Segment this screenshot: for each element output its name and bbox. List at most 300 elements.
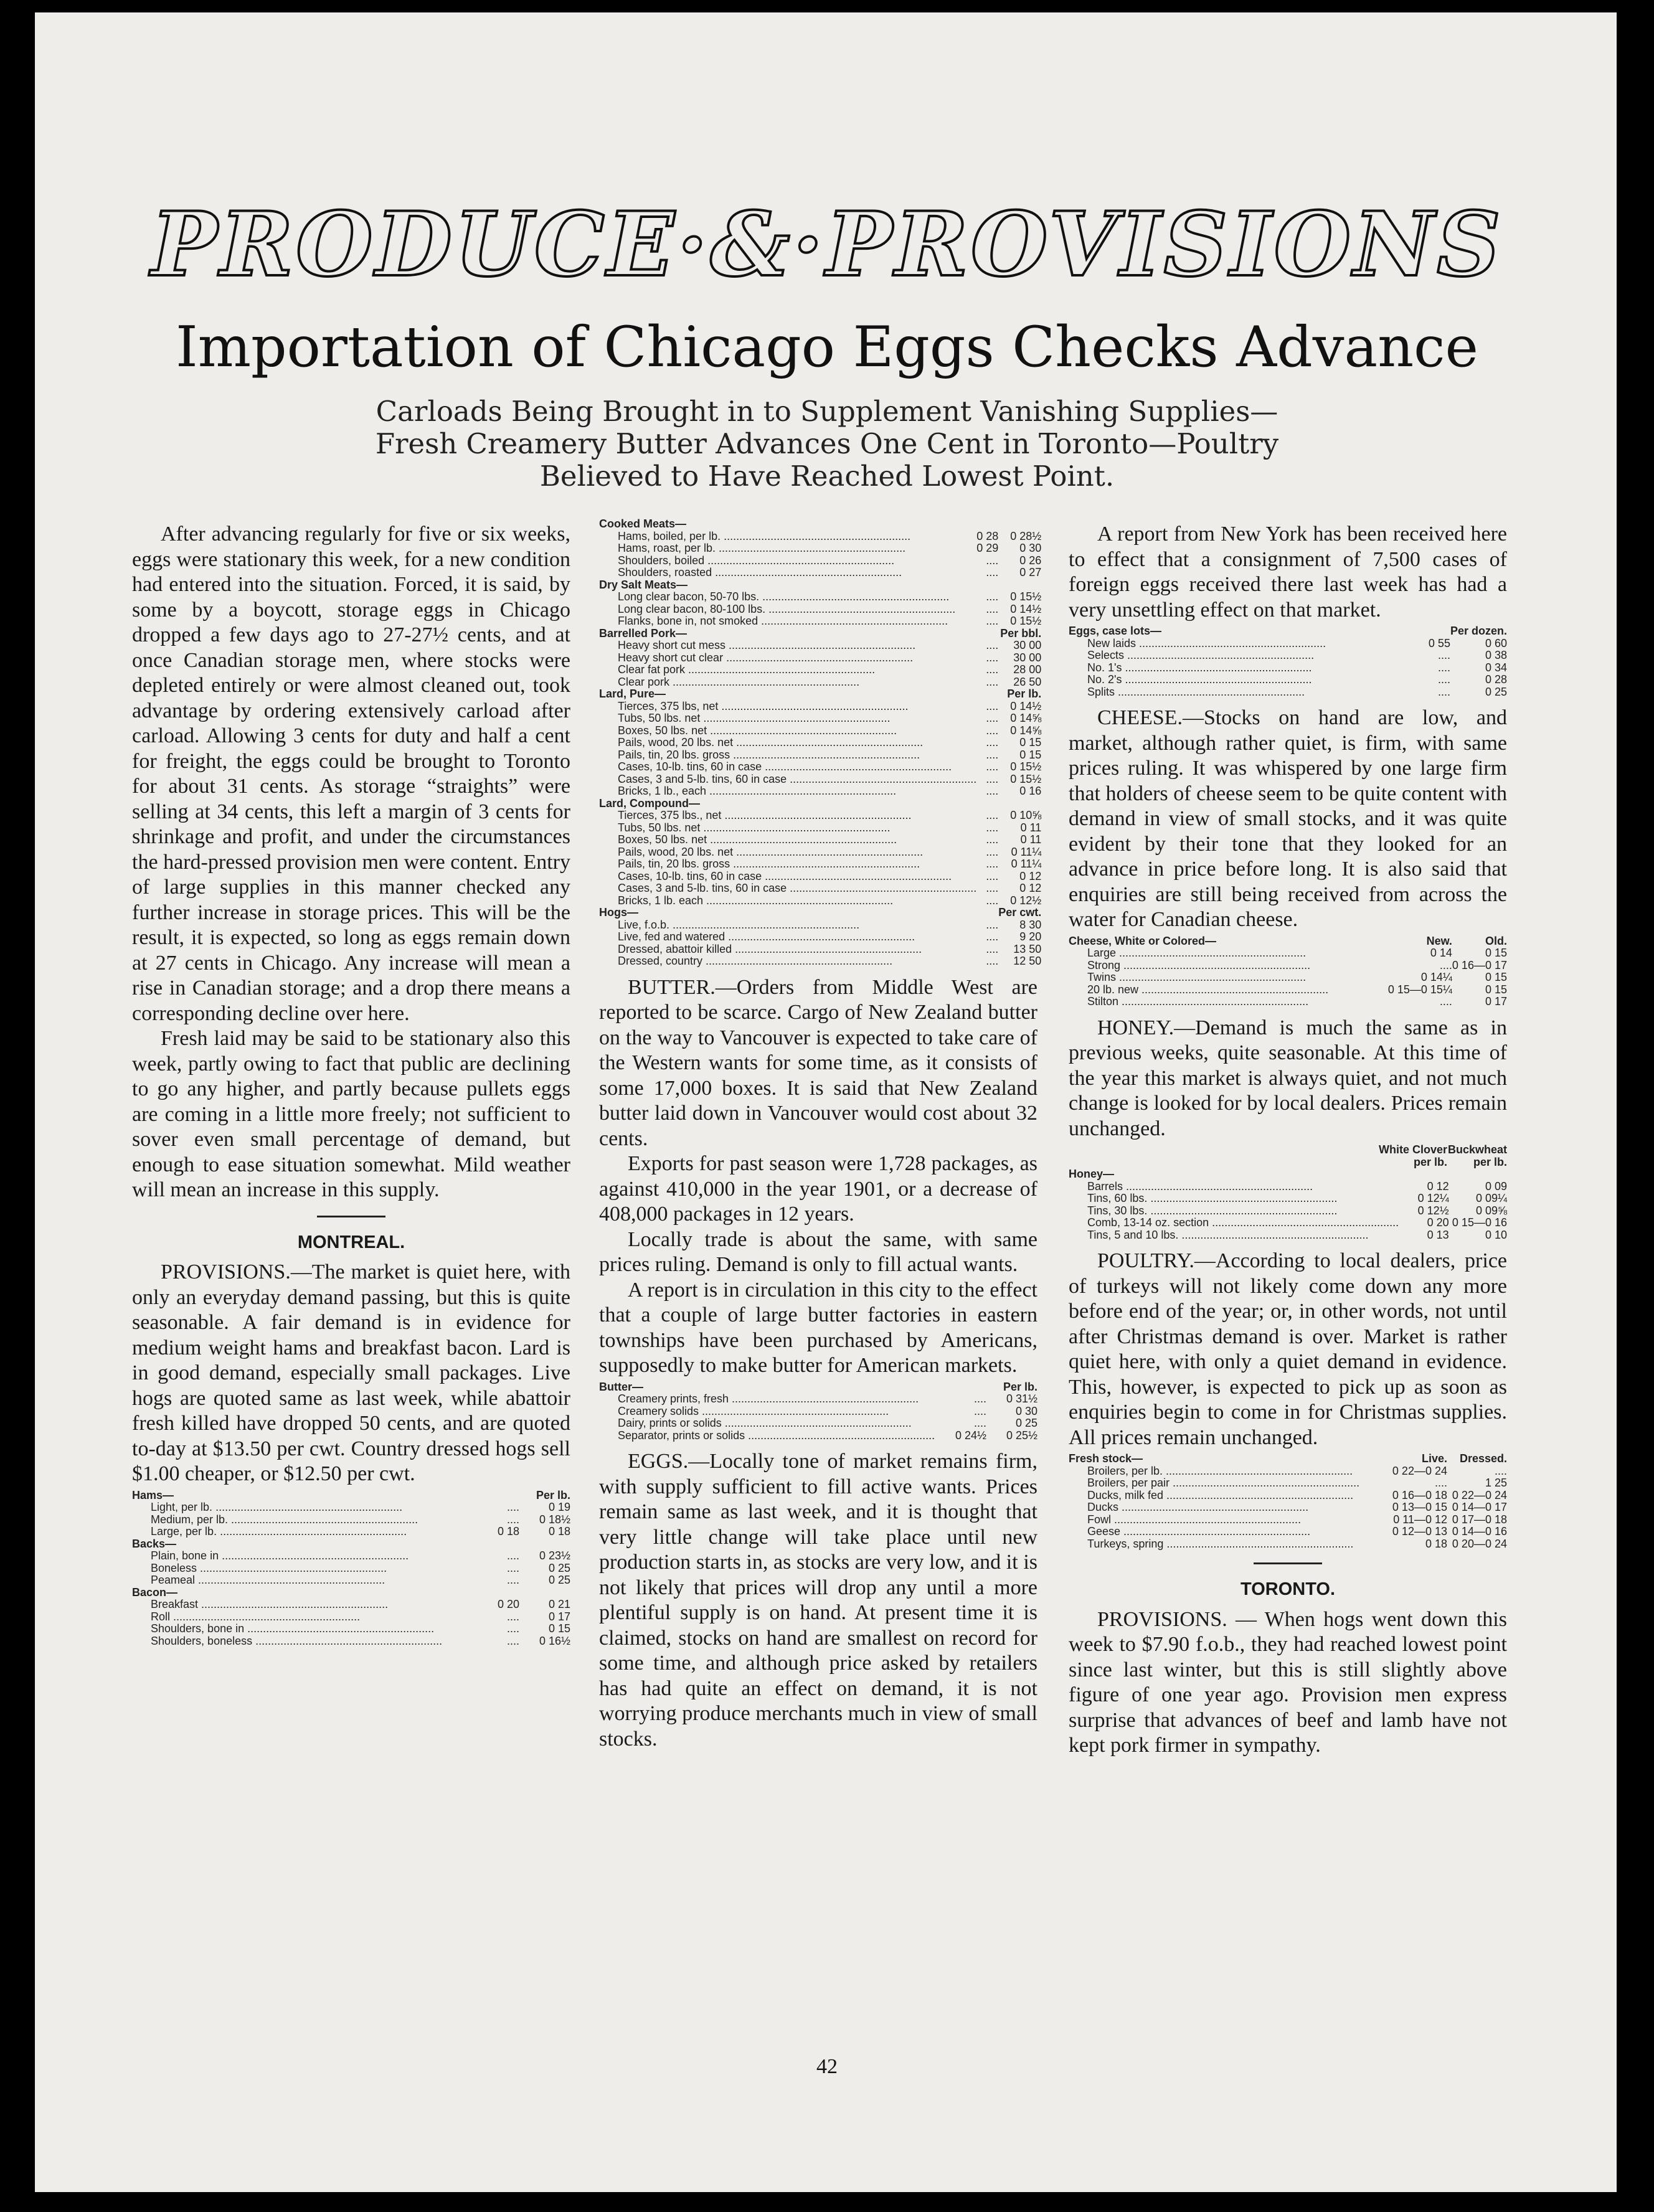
row-label: Cheese, White or Colored— xyxy=(1069,935,1217,947)
price-high xyxy=(998,579,1041,592)
price-high: 0 18 xyxy=(548,1525,570,1538)
price-high: Per lb. xyxy=(1003,1380,1037,1393)
poultry-price-table xyxy=(1069,1453,1507,1550)
price-low: 0 14¼ xyxy=(1420,971,1452,983)
price-low: .... xyxy=(986,748,999,761)
price-low: New. xyxy=(1426,934,1452,947)
price-high: 0 15½ xyxy=(1010,615,1042,627)
price-low: .... xyxy=(986,566,999,579)
table-group-row xyxy=(599,688,1041,701)
table-row xyxy=(599,919,1041,932)
row-label: Shoulders, roasted ............................................................ xyxy=(618,567,902,579)
price-high: 9 20 xyxy=(1019,930,1042,943)
table-row xyxy=(1069,1217,1507,1229)
table-row xyxy=(599,895,1041,907)
price-high: 0 25 xyxy=(548,1561,570,1574)
price-high: 0 25 xyxy=(1485,685,1507,698)
price-low: .... xyxy=(1437,673,1450,686)
price-high xyxy=(1449,1168,1507,1181)
table-row xyxy=(599,1406,1037,1418)
row-label: Bricks, 1 lb., each ............................................................ xyxy=(618,785,897,797)
price-low xyxy=(482,1587,519,1599)
price-low: 0 11—0 12 xyxy=(1393,1513,1447,1526)
table-group-row xyxy=(599,628,1041,640)
price-high: 0 25 xyxy=(1015,1417,1037,1429)
table-row xyxy=(599,931,1041,943)
price-low: 0 13 xyxy=(1427,1228,1449,1241)
price-low: .... xyxy=(973,1417,986,1429)
row-label: Ducks, milk fed ............................................................ xyxy=(1087,1489,1354,1501)
table-row xyxy=(132,1562,570,1575)
table-row xyxy=(132,1514,570,1526)
row-label: Broilers, per lb. ............................................................ xyxy=(1087,1465,1353,1477)
table-row xyxy=(599,749,1041,762)
honey-col-subhead: per lb. xyxy=(1413,1155,1447,1168)
row-label: Geese ............................................................ xyxy=(1087,1526,1311,1538)
price-high: 0 16—0 17 xyxy=(1452,958,1507,971)
honey-price-table-header xyxy=(1069,1144,1507,1168)
row-label: Long clear bacon, 50-70 lbs. ............................................................ xyxy=(618,591,950,603)
row-label: Broilers, per pair ............................................................ xyxy=(1087,1477,1360,1489)
article-subtitle xyxy=(311,395,1343,493)
price-high: 28 00 xyxy=(1013,663,1042,676)
price-high: 0 14½ xyxy=(1010,602,1042,615)
price-high: Per cwt. xyxy=(998,906,1042,919)
table-row xyxy=(1069,686,1507,699)
row-label: Cooked Meats— xyxy=(599,518,687,530)
price-low: 0 16—0 18 xyxy=(1392,1488,1447,1501)
price-low: .... xyxy=(986,858,999,870)
price-high: 0 09⅝ xyxy=(1475,1204,1507,1217)
section-heading: PRODUCE·&·PROVISIONS xyxy=(151,193,1503,296)
price-high: 0 11 xyxy=(1020,821,1042,834)
row-label: Heavy short cut clear ............................................................ xyxy=(618,651,914,664)
row-label: Plain, bone in ............................................................ xyxy=(151,1550,409,1562)
price-high: .... xyxy=(1494,1464,1507,1477)
row-label: Honey— xyxy=(1069,1168,1115,1180)
honey-col-head: White Clover xyxy=(1378,1143,1447,1156)
price-high: 0 26 xyxy=(1019,554,1042,567)
row-label: Ducks ............................................................ xyxy=(1087,1501,1309,1513)
row-label: Boneless ............................................................ xyxy=(151,1562,387,1574)
table-row xyxy=(599,785,1041,798)
price-high: 0 15 xyxy=(1485,983,1507,996)
price-low: 0 12½ xyxy=(1417,1204,1449,1217)
table-row xyxy=(599,810,1041,822)
row-label: Lard, Pure— xyxy=(599,688,666,700)
price-low: 0 18 xyxy=(497,1525,519,1538)
row-label: Pails, tin, 20 lbs. gross ............................................................ xyxy=(618,749,920,761)
row-label: Tins, 30 lbs. ............................................................ xyxy=(1087,1204,1338,1217)
row-label: Creamery prints, fresh ............................................................ xyxy=(618,1393,919,1405)
table-row xyxy=(1069,662,1507,674)
row-label: Dressed, abattoir killed ............................................................ xyxy=(618,943,922,955)
price-low: .... xyxy=(986,785,999,797)
price-high: 0 20—0 24 xyxy=(1452,1537,1507,1550)
subtitle-line: Believed to Have Reached Lowest Point. xyxy=(539,460,1115,493)
row-label: Splits ............................................................ xyxy=(1087,686,1305,698)
price-low: .... xyxy=(986,663,999,676)
price-high: 0 11 xyxy=(1020,833,1042,846)
price-high: 0 38 xyxy=(1485,649,1507,661)
row-label: Barrels ............................................................ xyxy=(1087,1180,1313,1193)
table-row xyxy=(1069,1477,1507,1490)
table-row xyxy=(599,1430,1037,1442)
price-low: .... xyxy=(506,1561,519,1574)
price-low: 0 12¼ xyxy=(1417,1192,1449,1204)
table-row xyxy=(1069,650,1507,662)
table-row xyxy=(599,955,1041,968)
row-label: Boxes, 50 lbs. net ............................................................ xyxy=(618,834,897,846)
price-low xyxy=(1413,625,1450,638)
price-high: 0 25½ xyxy=(1006,1429,1037,1442)
table-group-row xyxy=(599,579,1041,592)
row-label: Cases, 3 and 5-lb. tins, 60 in case ............................................................ xyxy=(618,773,977,785)
table-row xyxy=(599,567,1041,579)
row-label: Selects ............................................................ xyxy=(1087,650,1315,661)
price-high: 30 00 xyxy=(1013,651,1042,664)
table-row xyxy=(132,1635,570,1648)
price-low: 0 14 xyxy=(1430,947,1452,959)
table-group-row xyxy=(132,1538,570,1551)
paragraph: CHEESE.—Stocks on hand are low, and market, although rather quiet, is firm, with same prices ruling. It was whispered by one large firm that holders of cheese seem to be quite content with demand in view of small stocks, and it was quite evident by their tone that they looked for an advance in price before long. It is also said that enquiries are still being received from across the water for Canadian cheese. xyxy=(1069,706,1507,931)
row-label: Hams, roast, per lb. ............................................................ xyxy=(618,542,906,554)
table-row xyxy=(1069,1181,1507,1193)
table-row xyxy=(599,701,1041,713)
price-low: .... xyxy=(986,699,999,712)
row-label: Creamery solids ............................................................ xyxy=(618,1405,889,1417)
paragraph: Fresh laid may be said to be stationary also this week, partly owing to fact that public are declining to go any higher, and partly because pullets eggs are coming in a little more freely; not sufficient to sover even small percentage of demand, but enough to ease situation somewhat. Mild weather will mean an increase in this supply. xyxy=(132,1027,570,1201)
price-high: 0 11¼ xyxy=(1011,845,1042,858)
price-high: 0 14—0 16 xyxy=(1452,1525,1507,1538)
row-label: Fresh stock— xyxy=(1069,1453,1143,1465)
table-row xyxy=(132,1611,570,1624)
price-low: .... xyxy=(506,1513,519,1526)
article-title: Importation of Chicago Eggs Checks Advance xyxy=(176,314,1478,380)
table-group-row xyxy=(599,798,1041,810)
row-label: Strong ............................................................ xyxy=(1087,959,1311,971)
paragraph: EGGS.—Locally tone of market remains firm, with supply sufficient to fill active wants. Prices remain same as last week, and it is thought that very little change will take place until new production starts in, as stocks are very low, and it is not likely that prices will drop any until a more plentiful supply is on hand. At present time it is claimed, stocks on hand are smallest on record for some time, and although price asked by retailers has had quite an effect on demand, it is not worrying produce merchants much in view of small stocks. xyxy=(599,1450,1037,1751)
price-high: 0 17 xyxy=(548,1610,570,1623)
price-low: .... xyxy=(986,772,999,785)
price-low: .... xyxy=(973,1404,986,1417)
price-high xyxy=(519,1587,570,1599)
price-low: .... xyxy=(986,736,999,749)
table-group-row xyxy=(132,1587,570,1599)
cheese-price-table xyxy=(1069,935,1507,1008)
toronto-heading: TORONTO. xyxy=(1240,1579,1335,1599)
price-high: 0 14½ xyxy=(1010,699,1042,712)
table-row xyxy=(599,712,1041,725)
price-low: .... xyxy=(986,675,999,688)
price-high xyxy=(998,518,1041,531)
price-high: 0 30 xyxy=(1015,1404,1037,1417)
table-row xyxy=(599,542,1041,555)
eggs-price-table xyxy=(1069,625,1507,698)
price-high: 0 25 xyxy=(548,1574,570,1586)
table-row xyxy=(599,943,1041,956)
price-high: 12 50 xyxy=(1013,955,1042,967)
price-low: .... xyxy=(506,1622,519,1635)
price-low: 0 20 xyxy=(497,1598,519,1610)
table-group-row xyxy=(1069,935,1507,948)
row-label: Flanks, bone in, not smoked ............................................................ xyxy=(618,615,948,627)
price-low: .... xyxy=(1437,649,1450,661)
paragraph: HONEY.—Demand is much the same as in previous weeks, quite seasonable. At this time of the year this market is always quiet, and not much change is looked for by local dealers. Prices remain unchanged. xyxy=(1069,1016,1507,1140)
table-row xyxy=(599,737,1041,749)
price-high: 0 15 xyxy=(1485,971,1507,983)
meats-price-table xyxy=(599,518,1041,968)
row-label: Dairy, prints or solids ............................................................ xyxy=(618,1417,912,1429)
section-divider xyxy=(1254,1562,1322,1564)
row-label: Butter— xyxy=(599,1381,643,1393)
subtitle-line: Carloads Being Brought in to Supplement Vanishing Supplies— xyxy=(376,395,1278,428)
price-low: .... xyxy=(986,869,999,882)
price-high: 0 21 xyxy=(548,1598,570,1610)
row-label: Tins, 5 and 10 lbs. ............................................................ xyxy=(1087,1229,1369,1241)
row-label: Boxes, 50 lbs. net ............................................................ xyxy=(618,724,897,737)
price-high: 0 10⅝ xyxy=(1010,809,1042,821)
price-low: .... xyxy=(986,615,999,627)
price-high: Per dozen. xyxy=(1450,625,1507,637)
page-number: 42 xyxy=(816,2055,838,2078)
row-label: Cases, 3 and 5-lb. tins, 60 in case ............................................................ xyxy=(618,882,977,894)
row-label: Large ............................................................ xyxy=(1087,947,1307,959)
table-row xyxy=(599,1393,1037,1406)
row-label: 20 lb. new ............................................................ xyxy=(1087,983,1329,996)
paragraph: After advancing regularly for five or six weeks, eggs were stationary this week, for a new condition had entered into the situation. Forced, it is said, by some by a boycott, storage eggs in Chicago dropped a few days ago to 27-27½ cents, and at once Canadian storage men, where stocks were depleted entirely or were almost cleaned out, took advantage by ordering extensively carload after carload. Allowing 3 cents for duty and half a cent for freight, the eggs could be brought to Toronto for about 31 cents. As storage “straights” were selling at 34 cents, this left a margin of 3 cents for shrinkage and profit, and under the circumstances the hard-pressed provision men were content. Entry of large supplies in this manner checked any further increase in storage prices. This will be the result, it is expected, so long as eggs remain down at 27 cents in Chicago. Any increase will mean a rise in Canadian storage; and a drop there means a corresponding decline over here. xyxy=(132,522,570,1025)
price-low: .... xyxy=(986,894,999,907)
price-low: Live. xyxy=(1421,1452,1447,1465)
table-row xyxy=(599,1417,1037,1430)
montreal-heading: MONTREAL. xyxy=(297,1232,405,1252)
table-row xyxy=(1069,1526,1507,1538)
price-high: 0 12½ xyxy=(1010,894,1042,907)
row-label: Light, per lb. ............................................................ xyxy=(151,1501,403,1513)
price-low: 0 13—0 15 xyxy=(1392,1501,1447,1513)
price-low: .... xyxy=(986,930,999,943)
price-high: 0 09¼ xyxy=(1475,1192,1507,1204)
price-high: 0 16 xyxy=(1019,785,1042,797)
row-label: Dry Salt Meats— xyxy=(599,579,688,591)
price-low: 0 15—0 15¼ xyxy=(1387,983,1452,996)
table-row xyxy=(599,846,1041,859)
price-high: 0 34 xyxy=(1485,661,1507,674)
price-high: 0 14⅝ xyxy=(1010,724,1042,737)
table-row xyxy=(599,591,1041,603)
price-high: 0 28½ xyxy=(1010,529,1042,542)
price-low xyxy=(482,1490,519,1502)
price-low: .... xyxy=(506,1634,519,1647)
price-high: 0 30 xyxy=(1019,542,1042,554)
table-group-row xyxy=(1069,1168,1507,1181)
price-low xyxy=(482,1538,519,1551)
row-label: Stilton ............................................................ xyxy=(1087,996,1309,1008)
table-row xyxy=(1069,1514,1507,1526)
table-row xyxy=(599,615,1041,628)
row-label: No. 1's ............................................................ xyxy=(1087,661,1312,674)
price-low: 0 18 xyxy=(1425,1537,1447,1550)
price-low: .... xyxy=(506,1610,519,1623)
price-low xyxy=(976,688,998,701)
price-low: .... xyxy=(973,1392,986,1405)
price-low xyxy=(949,1381,986,1394)
row-label: Shoulders, boneless ............................................................ xyxy=(151,1635,443,1647)
price-low: .... xyxy=(986,554,999,567)
price-high: Per lb. xyxy=(536,1488,570,1501)
price-high: 0 28 xyxy=(1485,673,1507,686)
table-row xyxy=(1069,971,1507,984)
price-low: .... xyxy=(986,955,999,967)
price-high: 0 15—0 16 xyxy=(1452,1216,1507,1229)
price-low: .... xyxy=(986,602,999,615)
table-row xyxy=(599,555,1041,567)
price-low: .... xyxy=(986,712,999,724)
price-high: 0 15½ xyxy=(1010,772,1042,785)
honey-col-subhead: per lb. xyxy=(1473,1155,1507,1168)
price-high: 0 15½ xyxy=(1010,590,1042,603)
table-row xyxy=(1069,1501,1507,1514)
column-right xyxy=(1069,522,1507,1759)
column-middle xyxy=(599,516,1042,1752)
row-label: Tierces, 375 lbs, net ............................................................ xyxy=(618,700,909,712)
row-label: Barrelled Pork— xyxy=(599,627,688,640)
paragraph: PROVISIONS. — When hogs went down this week to $7.90 f.o.b., they had reached lowest point since last winter, but this is still slightly above figure of one year ago. Provision men express surprise that advances of beef and lamb have not kept pork firmer in sympathy. xyxy=(1069,1607,1507,1757)
row-label: Pails, tin, 20 lbs. gross ............................................................ xyxy=(618,858,920,870)
price-low xyxy=(1399,1168,1449,1181)
price-low xyxy=(976,579,998,592)
table-row xyxy=(132,1501,570,1514)
price-high: 0 17 xyxy=(1485,995,1507,1008)
price-high: 0 15 xyxy=(548,1622,570,1635)
price-high: 0 09 xyxy=(1485,1179,1507,1193)
price-low: 0 55 xyxy=(1428,636,1450,650)
paragraph: A report from New York has been received here to effect that a consignment of 7,500 cases of foreign eggs received there last week has had a very unsettling effect on that market. xyxy=(1069,522,1507,622)
table-row xyxy=(132,1599,570,1611)
table-row xyxy=(599,871,1041,883)
price-low: .... xyxy=(986,942,999,955)
table-row xyxy=(132,1526,570,1538)
price-low: .... xyxy=(1439,995,1452,1008)
honey-col-head: Buckwheat xyxy=(1447,1143,1507,1156)
price-low: .... xyxy=(986,882,999,894)
row-label: No. 2's ............................................................ xyxy=(1087,674,1312,686)
table-row xyxy=(1069,1229,1507,1242)
row-label: Eggs, case lots— xyxy=(1069,625,1162,637)
price-high: 0 11¼ xyxy=(1011,858,1042,870)
price-high: 0 19 xyxy=(548,1501,570,1513)
price-low: .... xyxy=(986,833,999,846)
row-label: Long clear bacon, 80-100 lbs. ............................................................ xyxy=(618,603,956,615)
row-label: Live, f.o.b. ............................................................ xyxy=(618,919,860,931)
price-high: 0 12 xyxy=(1019,869,1042,882)
table-row xyxy=(1069,638,1507,650)
price-low: .... xyxy=(1439,958,1452,971)
price-low: 0 29 xyxy=(976,542,999,554)
price-high: 0 18½ xyxy=(539,1513,570,1526)
row-label: Lard, Compound— xyxy=(599,797,700,810)
table-row xyxy=(599,652,1041,664)
table-group-row xyxy=(1069,625,1507,638)
row-label: Shoulders, bone in ............................................................ xyxy=(151,1623,435,1635)
table-row xyxy=(599,676,1041,689)
price-high: 26 50 xyxy=(1013,675,1042,688)
price-low: .... xyxy=(1434,1477,1447,1489)
table-group-row xyxy=(599,518,1041,531)
price-low: .... xyxy=(506,1501,519,1513)
row-label: Cases, 10-lb. tins, 60 in case ............................................................ xyxy=(618,870,952,882)
price-high: 13 50 xyxy=(1013,942,1042,955)
table-row xyxy=(1069,1193,1507,1205)
montreal-provisions-table xyxy=(132,1490,570,1648)
price-low: 0 20 xyxy=(1427,1216,1449,1229)
row-label: Separator, prints or solids ............................................................ xyxy=(618,1429,935,1442)
price-high: 8 30 xyxy=(1019,918,1042,931)
table-group-row xyxy=(132,1490,570,1502)
price-high: 0 15 xyxy=(1019,748,1042,761)
row-label: Hogs— xyxy=(599,907,638,919)
row-label: Hams— xyxy=(132,1489,174,1501)
table-row xyxy=(1069,1538,1507,1551)
row-label: Turkeys, spring ............................................................ xyxy=(1087,1538,1354,1550)
paragraph: PROVISIONS.—The market is quiet here, with only an everyday demand passing, but this is quite seasonable. A fair demand is in evidence for medium weight hams and breakfast bacon. Lard is in good demand, especially small packages. Live hogs are quoted same as last week, while abattoir fresh killed have dropped 50 cents, and are quoted to-day at $13.50 per cwt. Country dressed hogs sell $1.00 cheaper, or $12.50 per cwt. xyxy=(132,1260,570,1485)
row-label: Tubs, 50 lbs. net ............................................................ xyxy=(618,821,891,834)
table-row xyxy=(599,725,1041,737)
price-low: 0 28 xyxy=(976,529,999,542)
price-high: 0 23½ xyxy=(539,1549,570,1562)
table-row xyxy=(1069,960,1507,972)
section-divider xyxy=(317,1216,385,1217)
price-high: 0 17—0 18 xyxy=(1452,1513,1507,1526)
row-label: New laids ............................................................ xyxy=(1087,637,1326,650)
paragraph: Locally trade is about the same, with same prices ruling. Demand is only to fill actual wants. xyxy=(599,1227,1037,1276)
row-label: Comb, 13-14 oz. section ............................................................ xyxy=(1087,1217,1399,1229)
table-row xyxy=(599,640,1041,652)
subtitle-line: Fresh Creamery Butter Advances One Cent in Toronto—Poultry xyxy=(375,427,1279,460)
table-row xyxy=(599,531,1041,543)
price-high: Dressed. xyxy=(1459,1452,1507,1465)
price-low: 0 22—0 24 xyxy=(1392,1464,1447,1477)
row-label: Fowl ............................................................ xyxy=(1087,1513,1302,1526)
table-row xyxy=(1069,996,1507,1008)
price-high: 0 15 xyxy=(1019,736,1042,749)
price-high: 0 22—0 24 xyxy=(1452,1488,1507,1501)
row-label: Tierces, 375 lbs., net ............................................................ xyxy=(618,810,912,821)
price-high: 0 15 xyxy=(1485,947,1507,959)
table-row xyxy=(599,773,1041,786)
table-row xyxy=(1069,1490,1507,1502)
row-label: Roll ............................................................ xyxy=(151,1610,361,1623)
table-row xyxy=(1069,1205,1507,1217)
paragraph: BUTTER.—Orders from Middle West are reported to be scarce. Cargo of New Zealand butter on the way to Vancouver is expected to take care of the Western wants for some time, as it consists of some 17,000 boxes. It is said that New Zealand butter laid down in Vancouver would cost about 32 cents. xyxy=(599,975,1037,1150)
price-low xyxy=(976,798,998,810)
table-row xyxy=(599,761,1041,773)
row-label: Bacon— xyxy=(132,1586,178,1599)
price-high: 0 14—0 17 xyxy=(1452,1501,1507,1513)
price-low: .... xyxy=(986,724,999,737)
row-label: Dressed, country ............................................................ xyxy=(618,955,893,967)
row-label: Large, per lb. ............................................................ xyxy=(151,1526,407,1538)
price-high: 0 31½ xyxy=(1006,1392,1037,1405)
table-row xyxy=(599,822,1041,834)
price-low: 0 12 xyxy=(1427,1179,1449,1193)
table-row xyxy=(132,1550,570,1562)
row-label: Twins ............................................................ xyxy=(1087,971,1307,983)
row-label: Hams, boiled, per lb. ............................................................ xyxy=(618,530,911,542)
price-low: .... xyxy=(986,760,999,773)
table-row xyxy=(132,1574,570,1587)
table-row xyxy=(1069,674,1507,686)
